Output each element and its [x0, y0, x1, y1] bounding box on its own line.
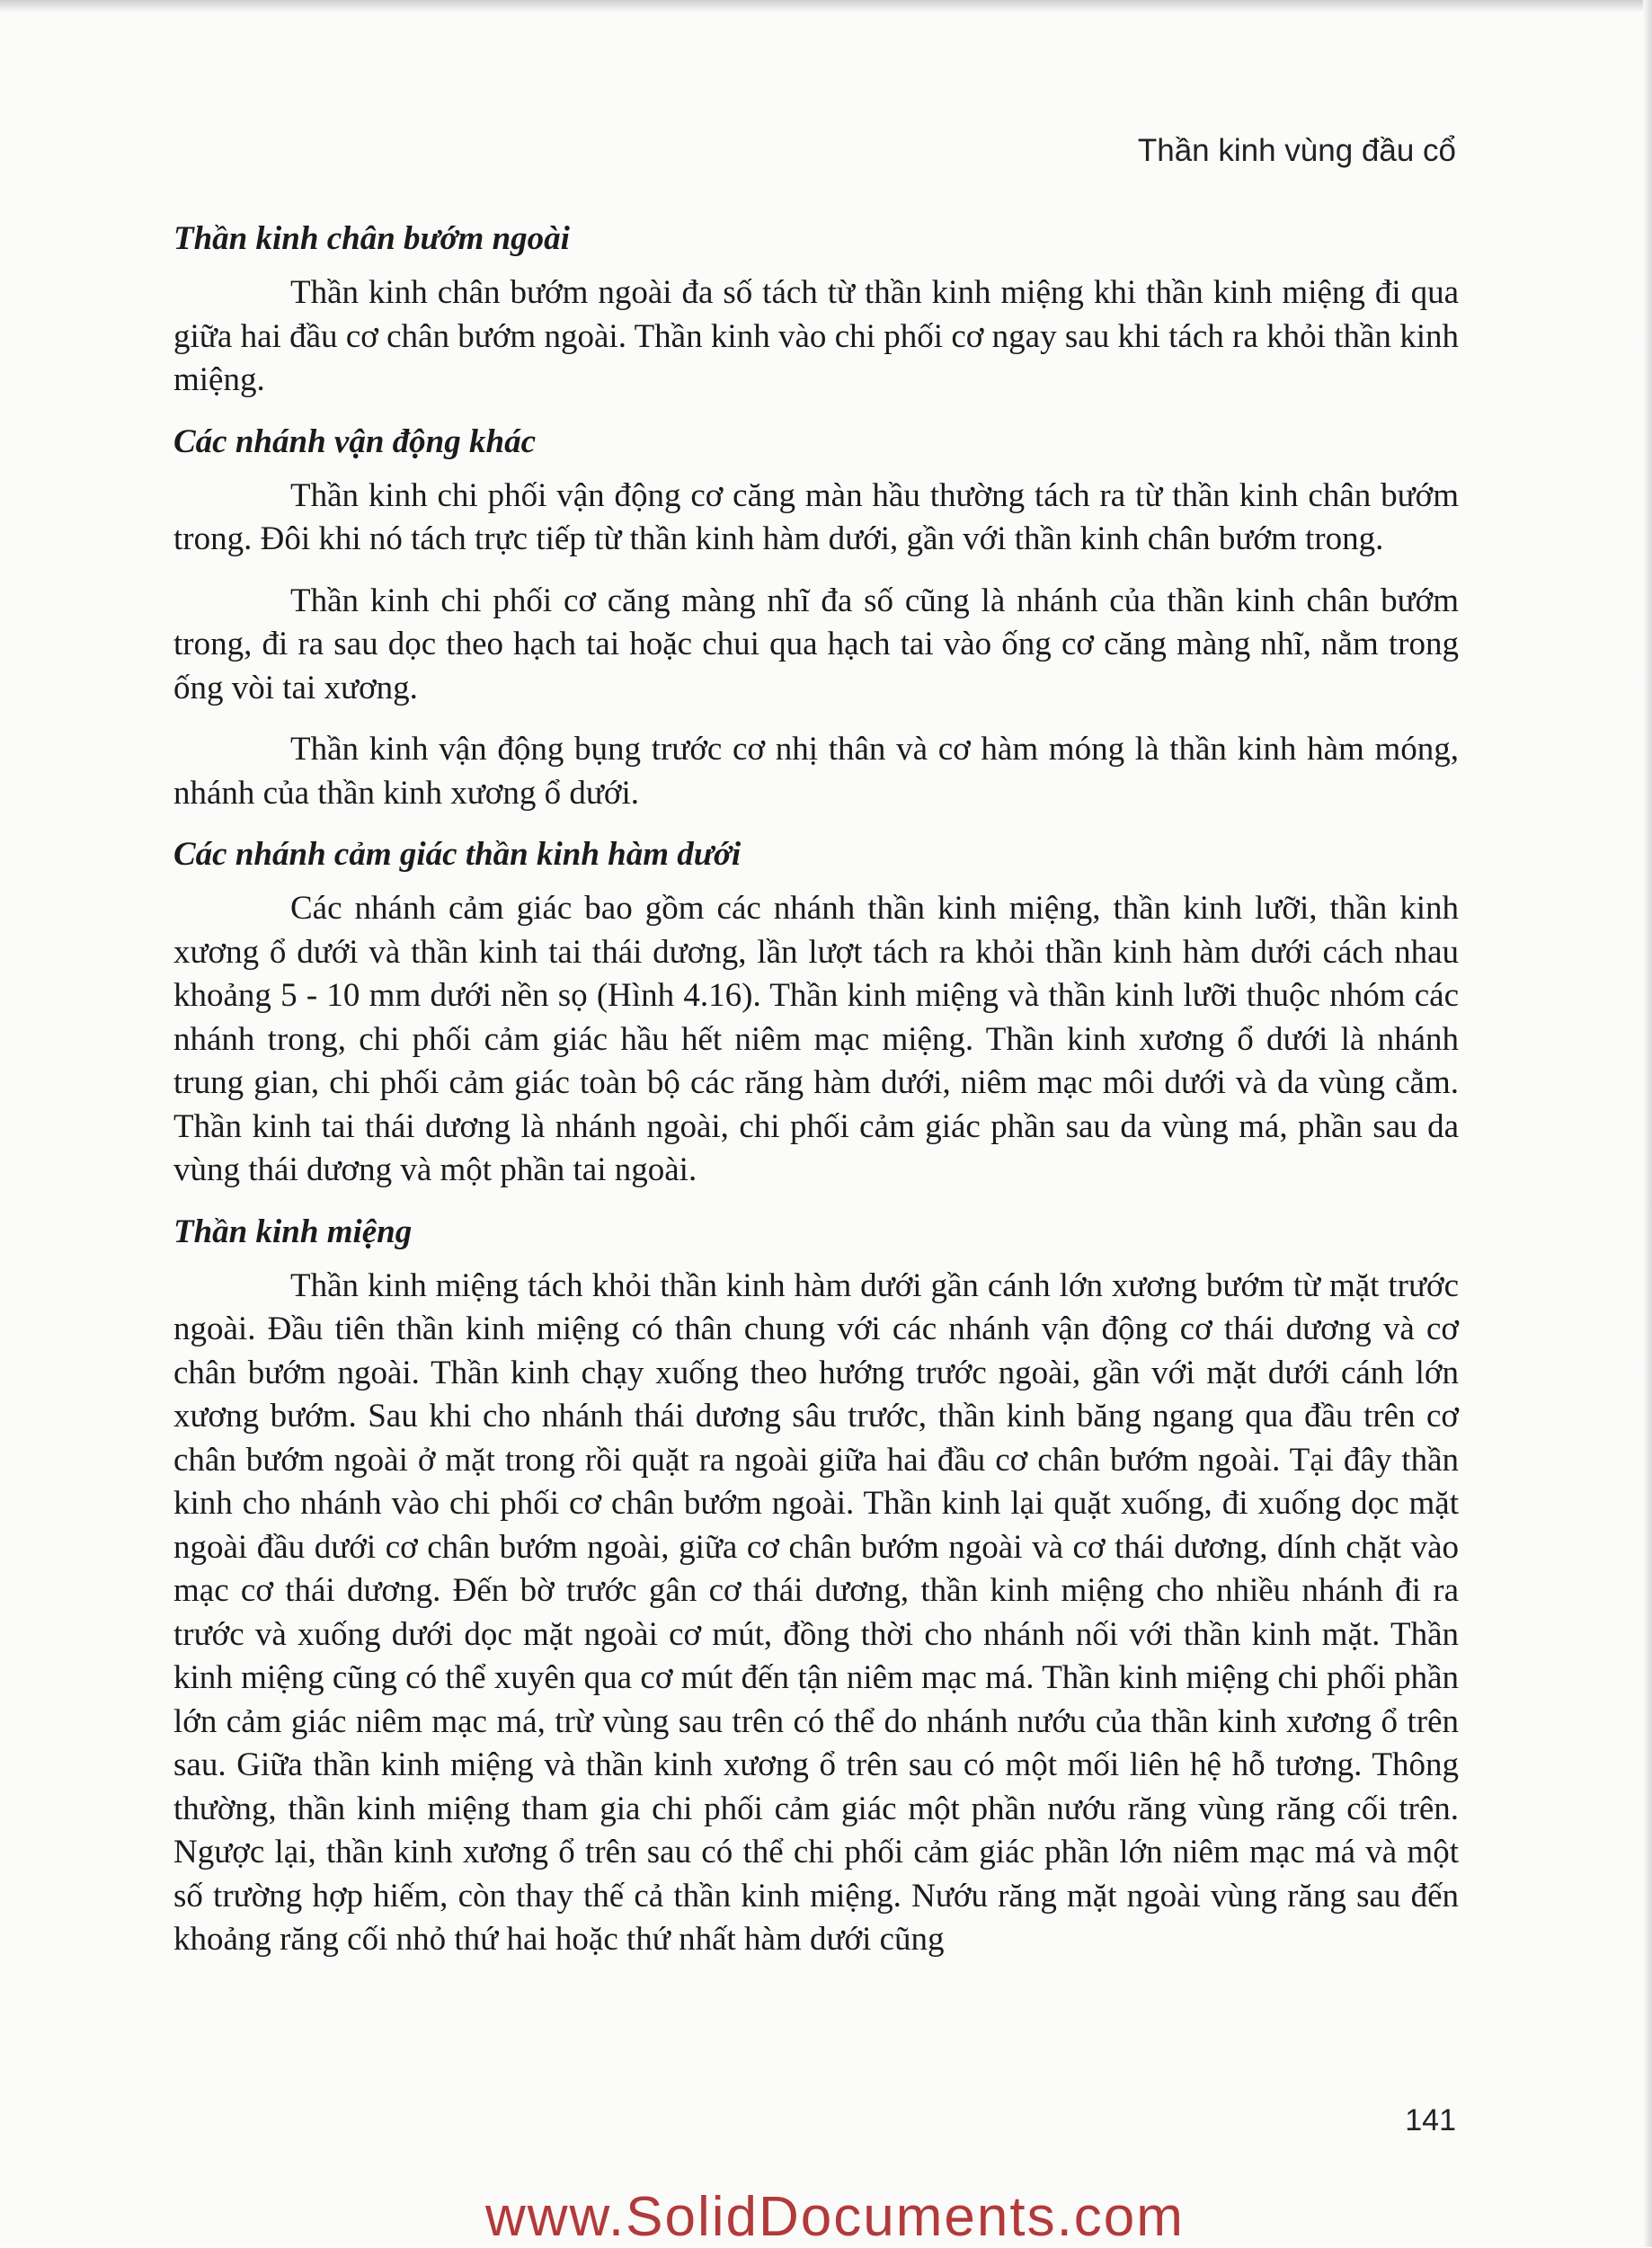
paragraph: Thần kinh chi phối vận động cơ căng màn hầu thường tách ra từ thần kinh chân bướm trong. Đôi khi nó tách trực tiếp từ thần kinh hàm dưới, gần với thần kinh chân bướm trong.: [173, 476, 1459, 557]
paragraph: Thần kinh chi phối cơ căng màng nhĩ đa số cũng là nhánh của thần kinh chân bướm trong, đi ra sau dọc theo hạch tai hoặc chui qua hạch tai vào ống cơ căng màng nhĩ, nằm trong ống vòi tai xương.: [173, 582, 1459, 706]
page-content: [173, 218, 1459, 1980]
paragraph: Các nhánh cảm giác bao gồm các nhánh thần kinh miệng, thần kinh lưỡi, thần kinh xương ổ dưới và thần kinh tai thái dương, lần lượt tách ra khỏi thần kinh hàm dưới cách nhau khoảng 5 - 10 mm dưới nền sọ (Hình 4.16). Thần kinh miệng và thần kinh lưỡi thuộc nhóm các nhánh trong, chi phối cảm giác hầu hết niêm mạc miệng. Thần kinh xương ổ dưới là nhánh trung gian, chi phối cảm giác toàn bộ các răng hàm dưới, niêm mạc môi dưới và da vùng cằm. Thần kinh tai thái dương là nhánh ngoài, chi phối cảm giác phần sau da vùng má, phần sau da vùng thái dương và một phần tai ngoài.: [173, 890, 1459, 1188]
section-other-motor-branches: [173, 421, 1459, 816]
page-number: 141: [1405, 2103, 1456, 2137]
running-header: Thần kinh vùng đầu cổ: [1137, 133, 1456, 168]
section-pterygoid-lateral: [173, 218, 1459, 403]
section-heading: Các nhánh cảm giác thần kinh hàm dưới: [173, 836, 742, 873]
scan-right-edge: [1643, 0, 1652, 2247]
section-heading: Các nhánh vận động khác: [173, 422, 536, 460]
section-heading: Thần kinh miệng: [173, 1213, 413, 1250]
section-heading: Thần kinh chân bướm ngoài: [173, 220, 570, 257]
paragraph: Thần kinh chân bướm ngoài đa số tách từ thần kinh miệng khi thần kinh miệng đi qua giữa hai đầu cơ chân bướm ngoài. Thần kinh vào chi phối cơ ngay sau khi tách ra khỏi thần kinh miệng.: [173, 274, 1459, 398]
section-sensory-branches: [173, 833, 1459, 1193]
paragraph: Thần kinh miệng tách khỏi thần kinh hàm dưới gần cánh lớn xương bướm từ mặt trước ngoài. Đầu tiên thần kinh miệng có thân chung với các nhánh vận động cơ thái dương và cơ chân bướm ngoài. Thần kinh chạy xuống theo hướng trước ngoài, gần với mặt dưới cánh lớn xương bướm. Sau khi cho nhánh thái dương sâu trước, thần kinh băng ngang qua đầu trên cơ chân bướm ngoài ở mặt trong rồi quặt ra ngoài giữa hai đầu cơ chân bướm ngoài. Tại đây thần kinh cho nhánh vào chi phối cơ chân bướm ngoài. Thần kinh lại quặt xuống, đi xuống dọc mặt ngoài đầu dưới cơ chân bướm ngoài, giữa cơ chân bướm ngoài và cơ thái dương, dính chặt vào mạc cơ thái dương. Đến bờ trước gân cơ thái dương, thần kinh miệng cho nhiều nhánh đi ra trước và xuống dưới dọc mặt ngoài cơ mút, đồng thời cho nhánh nối với thần kinh mặt. Thần kinh miệng cũng có thể xuyên qua cơ mút đến tận niêm mạc má. Thần kinh miệng chi phối phần lớn cảm giác niêm mạc má, trừ vùng sau trên có thể do nhánh nướu của thần kinh xương ổ trên sau. Giữa thần kinh miệng và thần kinh xương ổ trên sau có một mối liên hệ hỗ tương. Thông thường, thần kinh miệng tham gia chi phối cảm giác một phần nướu răng vùng răng cối trên. Ngược lại, thần kinh xương ổ trên sau có thể chi phối cảm giác phần lớn niêm mạc má và một số trường hợp hiếm, còn thay thế cả thần kinh miệng. Nướu răng mặt ngoài vùng răng sau đến khoảng răng cối nhỏ thứ hai hoặc thứ nhất hàm dưới cũng: [173, 1266, 1459, 1958]
watermark-text: www.SolidDocuments.com: [485, 2186, 1185, 2248]
scan-top-edge: [0, 0, 1652, 13]
section-buccal-nerve: [173, 1211, 1459, 1962]
paragraph: Thần kinh vận động bụng trước cơ nhị thân và cơ hàm móng là thần kinh hàm móng, nhánh của thần kinh xương ổ dưới.: [173, 731, 1459, 812]
